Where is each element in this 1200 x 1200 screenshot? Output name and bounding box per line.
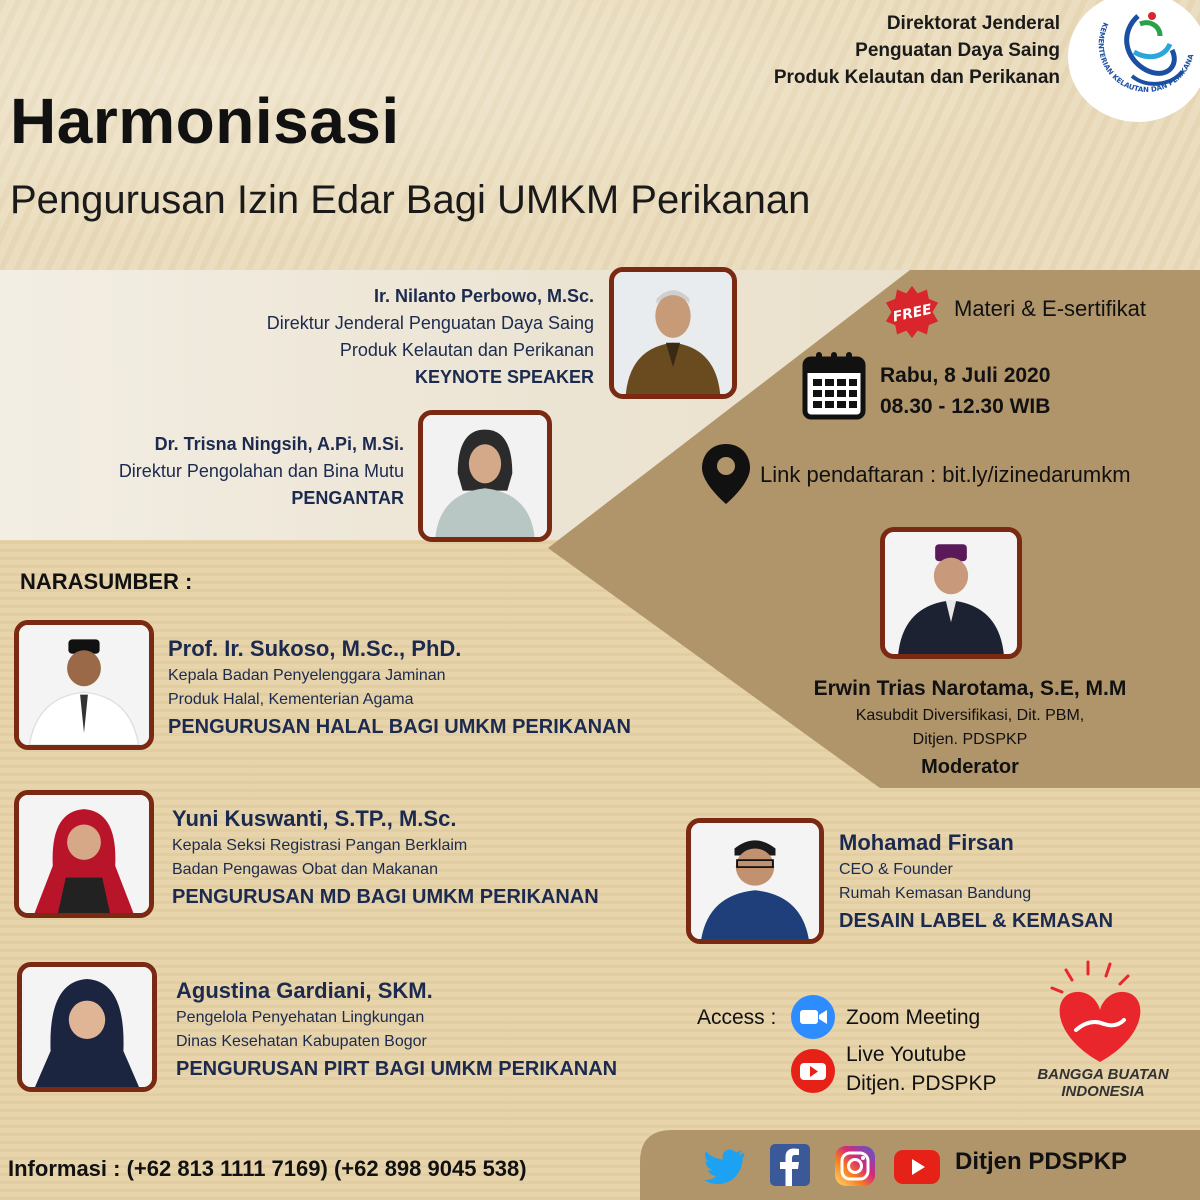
moderator-desc-line1: Kasubdit Diversifikasi, Dit. PBM,	[855, 707, 1085, 724]
speaker-name: Agustina Gardiani, SKM.	[176, 978, 433, 1003]
speaker-desc-line2: Produk Halal, Kementerian Agama	[168, 691, 414, 708]
logo-text: KEMENTERIAN KELAUTAN DAN PERIKANA	[1096, 21, 1196, 95]
social-handle: Ditjen PDSPKP	[955, 1148, 1128, 1175]
keynote-position-line2: Produk Kelautan dan Perikanan	[339, 340, 594, 360]
speaker-desc-line1: Kepala Seksi Registrasi Pangan Berklaim	[172, 837, 468, 854]
speaker-info	[172, 804, 599, 912]
organizer-line3: Produk Kelautan dan Perikanan	[773, 67, 1060, 88]
speaker-photo	[17, 962, 157, 1092]
bangga-line2: INDONESIA	[1061, 1083, 1145, 1100]
speaker-topic: PENGURUSAN PIRT BAGI UMKM PERIKANAN	[176, 1058, 618, 1080]
kkp-logo-icon	[1068, 0, 1200, 122]
opening-position: Direktur Pengolahan dan Bina Mutu	[118, 461, 404, 481]
event-date: Rabu, 8 Juli 2020	[880, 364, 1051, 387]
keynote-position-line1: Direktur Jenderal Penguatan Daya Saing	[266, 313, 594, 333]
youtube-social-icon[interactable]	[894, 1150, 940, 1184]
opening-speaker-info	[119, 431, 404, 512]
speaker-desc-line2: Dinas Kesehatan Kabupaten Bogor	[176, 1033, 427, 1050]
bangga-heart-icon	[1030, 958, 1170, 1068]
speaker-name: Mohamad Firsan	[839, 830, 1014, 855]
opening-name: Dr. Trisna Ningsih, A.Pi, M.Si.	[154, 434, 404, 454]
registration-link[interactable]: Link pendaftaran : bit.ly/izinedarumkm	[760, 462, 1131, 487]
speaker-photo	[14, 620, 154, 750]
moderator-role: Moderator	[921, 756, 1019, 778]
bangga-line1: BANGGA BUATAN	[1037, 1066, 1169, 1083]
zoom-label[interactable]: Zoom Meeting	[846, 1006, 981, 1029]
contact-info: Informasi : (+62 813 1111 7169) (+62 898 9045 538)	[8, 1156, 527, 1181]
zoom-icon[interactable]	[790, 994, 836, 1040]
moderator-info	[770, 674, 1170, 782]
keynote-speaker-info	[267, 283, 594, 391]
speaker-name: Prof. Ir. Sukoso, M.Sc., PhD.	[168, 636, 462, 661]
youtube-icon[interactable]	[790, 1048, 836, 1094]
speaker-info	[176, 976, 617, 1084]
keynote-photo	[609, 267, 737, 399]
free-badge-text: FREE	[891, 301, 934, 326]
bangga-buatan-indonesia	[1028, 1066, 1178, 1100]
speaker-desc-line1: CEO & Founder	[839, 861, 953, 878]
organizer-line2: Penguatan Daya Saing	[855, 40, 1060, 61]
speaker-desc-line1: Pengelola Penyehatan Lingkungan	[176, 1009, 425, 1026]
speaker-topic: DESAIN LABEL & KEMASAN	[839, 910, 1114, 932]
moderator-desc-line2: Ditjen. PDSPKP	[912, 731, 1028, 748]
speaker-name: Yuni Kuswanti, S.TP., M.Sc.	[172, 806, 457, 831]
svg-text:KEMENTERIAN KELAUTAN DAN PERIK	[1068, 0, 1196, 94]
speaker-photo	[14, 790, 154, 918]
opening-role: PENGANTAR	[291, 488, 404, 508]
twitter-icon[interactable]	[704, 1146, 746, 1186]
calendar-icon	[802, 350, 866, 422]
speaker-topic: PENGURUSAN MD BAGI UMKM PERIKANAN	[172, 886, 599, 908]
moderator-photo	[880, 527, 1022, 659]
speaker-desc-line1: Kepala Badan Penyelenggara Jaminan	[168, 667, 446, 684]
speaker-desc-line2: Badan Pengawas Obat dan Makanan	[172, 861, 438, 878]
kkp-logo	[1068, 0, 1200, 122]
event-title: Harmonisasi	[10, 85, 400, 157]
free-offer: Materi & E-sertifikat	[954, 296, 1146, 321]
youtube-label-line2: Ditjen. PDSPKP	[846, 1072, 997, 1095]
speaker-topic: PENGURUSAN HALAL BAGI UMKM PERIKANAN	[168, 716, 631, 738]
location-pin-icon	[700, 442, 752, 506]
speaker-info	[168, 634, 631, 742]
organizer-name	[774, 10, 1060, 91]
access-label: Access :	[697, 1006, 777, 1029]
youtube-label-line1: Live Youtube	[846, 1043, 967, 1066]
event-time: 08.30 - 12.30 WIB	[880, 395, 1051, 418]
speaker-info	[839, 828, 1113, 936]
speaker-photo	[686, 818, 824, 944]
youtube-label[interactable]	[846, 1040, 997, 1098]
event-subtitle: Pengurusan Izin Edar Bagi UMKM Perikanan	[10, 178, 811, 222]
speaker-desc-line2: Rumah Kemasan Bandung	[839, 885, 1032, 902]
keynote-name: Ir. Nilanto Perbowo, M.Sc.	[373, 286, 594, 306]
narasumber-heading: NARASUMBER :	[20, 569, 193, 594]
organizer-line1: Direktorat Jenderal	[886, 13, 1060, 34]
keynote-role: KEYNOTE SPEAKER	[414, 367, 594, 387]
facebook-icon[interactable]	[770, 1144, 810, 1186]
instagram-icon[interactable]	[834, 1145, 876, 1187]
free-badge-icon	[884, 284, 940, 340]
opening-photo	[418, 410, 552, 542]
moderator-name: Erwin Trias Narotama, S.E, M.M	[813, 677, 1127, 700]
event-schedule	[880, 360, 1050, 422]
